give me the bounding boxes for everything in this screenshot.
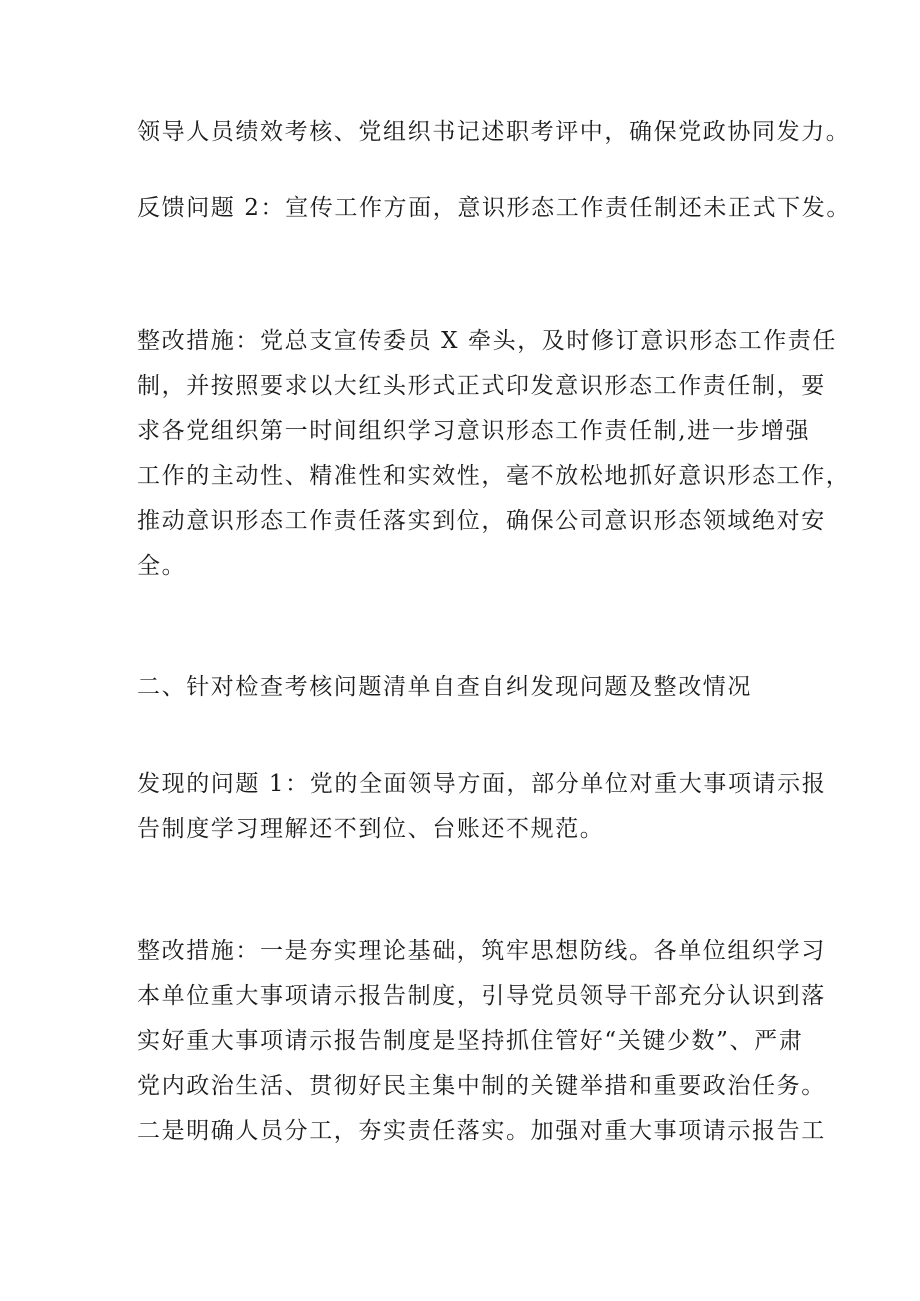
paragraph-3-line-5: 推动意识形态工作责任落实到位，确保公司意识形态领域绝对安 bbox=[137, 508, 826, 534]
paragraph-5-line-5: 二是明确人员分工，夯实责任落实。加强对重大事项请示报告工 bbox=[137, 1118, 826, 1144]
paragraph-5-line-1: 整改措施：一是夯实理论基础，筑牢思想防线。各单位组织学习 bbox=[137, 938, 826, 964]
paragraph-3-line-6: 全。 bbox=[137, 553, 187, 579]
paragraph-4-line-1: 发现的问题 1：党的全面领导方面，部分单位对重大事项请示报 bbox=[137, 771, 827, 797]
section-heading: 二、针对检查考核问题清单自查自纠发现问题及整改情况 bbox=[137, 674, 752, 700]
paragraph-3-line-4: 工作的主动性、精准性和实效性，毫不放松地抓好意识形态工作， bbox=[137, 463, 851, 489]
paragraph-4-line-2: 告制度学习理解还不到位、台账还不规范。 bbox=[137, 816, 605, 842]
paragraph-3-line-1: 整改措施：党总支宣传委员 X 牵头，及时修订意识形态工作责任 bbox=[137, 328, 837, 354]
paragraph-3-line-3: 求各党组织第一时间组织学习意识形态工作责任制,进一步增强 bbox=[137, 418, 811, 444]
paragraph-5-line-4: 党内政治生活、贯彻好民主集中制的关键举措和重要政治任务。 bbox=[137, 1073, 826, 1099]
paragraph-5-line-3: 实好重大事项请示报告制度是坚持抓住管好“关键少数”、严肃 bbox=[137, 1028, 804, 1054]
paragraph-1-line-1: 领导人员绩效考核、党组织书记述职考评中，确保党政协同发力。 bbox=[137, 119, 851, 145]
paragraph-5-line-2: 本单位重大事项请示报告制度，引导党员领导干部充分认识到落 bbox=[137, 983, 826, 1009]
paragraph-2-line-1: 反馈问题 2：宣传工作方面，意识形态工作责任制还未正式下发。 bbox=[137, 195, 851, 221]
paragraph-3-line-2: 制，并按照要求以大红头形式正式印发意识形态工作责任制，要 bbox=[137, 373, 826, 399]
